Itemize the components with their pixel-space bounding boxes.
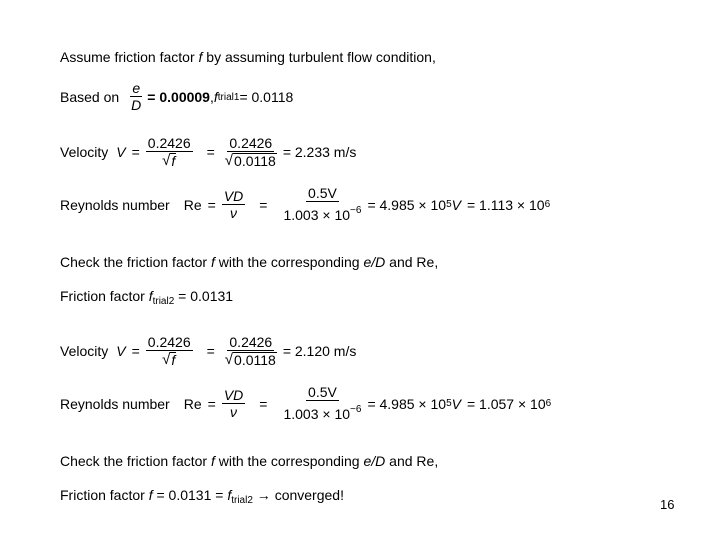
velocity-den-1b: 0.0118: [234, 153, 276, 169]
velocity-num-2b: 0.2426: [229, 334, 273, 350]
reynolds-eq-1: [60, 185, 550, 224]
re-equals-1: =: [207, 196, 216, 213]
velocity-frac-1a: [146, 135, 193, 169]
f-trial1-value: = 0.0118: [239, 89, 294, 105]
final-converged: converged!: [274, 487, 344, 503]
based-on-line: [60, 80, 293, 114]
check-var2-2: e/D: [363, 453, 386, 469]
velocity-num-2a: 0.2426: [147, 334, 191, 350]
velocity-label-2: Velocity: [60, 343, 109, 359]
final-mid: = 0.0131 =: [152, 487, 228, 503]
velocity-num-1b: 0.2426: [229, 135, 273, 151]
reynolds-den-2a: ν: [230, 403, 238, 420]
intro-line: [60, 49, 436, 65]
velocity-lhs-2: V: [116, 343, 126, 359]
ff2-symbol: f: [148, 288, 153, 304]
ff2-text: Friction factor: [60, 288, 149, 304]
reynolds-num-2a: VD: [223, 386, 244, 403]
roughness-num: e: [132, 80, 141, 96]
velocity-den-1a: f: [171, 153, 176, 169]
page-number: 16: [660, 497, 675, 512]
reynolds-coef-2: = 4.985 × 10: [367, 395, 447, 412]
check-text-2c: and Re,: [385, 453, 439, 469]
velocity-frac-1b: [223, 135, 279, 169]
ff2-sub: trial2: [152, 296, 175, 307]
check-line-2: [60, 453, 438, 469]
re-equals-1b: =: [259, 196, 268, 213]
intro-var: f: [198, 49, 203, 65]
reynolds-lhs-1: Re: [183, 196, 202, 213]
reynolds-label-2: Reynolds number: [60, 395, 170, 412]
final-var: f: [148, 487, 153, 503]
reynolds-frac-1a: [222, 188, 245, 222]
reynolds-num-1b: 0.5V: [308, 185, 337, 201]
check-text-1: Check the friction factor: [60, 254, 211, 270]
velocity-eq-2: [60, 334, 356, 368]
equals-1b: =: [206, 144, 215, 160]
reynolds-coef-exp-1: 5: [446, 199, 452, 210]
reynolds-den-2b: 1.003 × 10: [283, 406, 351, 422]
velocity-lhs-1: V: [116, 144, 126, 160]
reynolds-eq-2: [60, 384, 551, 423]
velocity-result-2: = 2.120 m/s: [282, 343, 357, 359]
velocity-frac-2a: [146, 334, 193, 368]
velocity-label-1: Velocity: [60, 144, 109, 160]
equals-2b: =: [206, 343, 215, 359]
sqrt-icon: √: [162, 351, 171, 368]
velocity-eq-1: [60, 135, 356, 169]
f-trial1-sub: trial1: [217, 91, 240, 103]
reynolds-result-exp-1: 6: [544, 199, 551, 210]
reynolds-result-1: = 1.113 × 10: [466, 196, 545, 213]
f-trial1-symbol: f: [213, 89, 218, 105]
re-equals-2b: =: [259, 395, 268, 412]
final-f-sub: trial2: [231, 495, 253, 506]
reynolds-coef-1: = 4.985 × 10: [367, 196, 447, 213]
based-on-label: Based on: [60, 89, 120, 105]
reynolds-coef-exp-2: 5: [446, 398, 452, 409]
check-text-2: Check the friction factor: [60, 453, 211, 469]
friction-trial2-line: [60, 288, 233, 307]
check-text-2b: with the corresponding: [214, 453, 364, 469]
check-text-1c: and Re,: [385, 254, 439, 270]
reynolds-frac-2a: [222, 387, 245, 421]
reynolds-v-2: V: [451, 395, 461, 412]
final-text: Friction factor: [60, 487, 149, 503]
reynolds-v-1: V: [451, 196, 461, 213]
intro-text-end: by assuming turbulent flow condition,: [202, 49, 436, 65]
reynolds-frac-1b: [281, 185, 363, 224]
ff2-value: = 0.0131: [174, 288, 234, 304]
final-line: [60, 487, 344, 506]
check-var-1: f: [210, 254, 215, 270]
check-var-2: f: [210, 453, 215, 469]
final-f-symbol: f: [227, 487, 232, 503]
roughness-den: D: [131, 97, 142, 113]
sqrt-icon: √: [224, 152, 234, 169]
sqrt-icon: √: [162, 152, 171, 169]
velocity-result-1: = 2.233 m/s: [282, 144, 357, 160]
velocity-den-2b: 0.0118: [234, 352, 276, 368]
reynolds-num-1a: VD: [223, 187, 244, 204]
velocity-frac-2b: [223, 334, 279, 368]
reynolds-frac-2b: [281, 384, 363, 423]
velocity-num-1a: 0.2426: [147, 135, 191, 151]
reynolds-label-1: Reynolds number: [60, 196, 170, 213]
reynolds-result-2: = 1.057 × 10: [466, 395, 546, 412]
reynolds-den-exp-2: −6: [350, 404, 362, 415]
reynolds-num-2b: 0.5V: [308, 384, 337, 400]
reynolds-result-exp-2: 6: [545, 398, 552, 409]
reynolds-den-exp-1: −6: [350, 205, 362, 216]
roughness-fraction: [129, 80, 143, 114]
equals-2: =: [131, 343, 140, 359]
roughness-value: = 0.00009: [147, 89, 210, 105]
intro-text: Assume friction factor: [60, 49, 199, 65]
reynolds-den-1b: 1.003 × 10: [283, 207, 351, 223]
reynolds-lhs-2: Re: [183, 395, 202, 412]
re-equals-2: =: [207, 395, 216, 412]
equals-1: =: [131, 144, 140, 160]
check-text-1b: with the corresponding: [214, 254, 364, 270]
check-var2-1: e/D: [363, 254, 386, 270]
reynolds-den-1a: ν: [230, 204, 238, 221]
based-sep: ,: [209, 89, 214, 105]
check-line-1: [60, 254, 438, 270]
sqrt-icon: √: [224, 351, 234, 368]
arrow-icon: →: [252, 487, 275, 503]
velocity-den-2a: f: [171, 352, 176, 368]
